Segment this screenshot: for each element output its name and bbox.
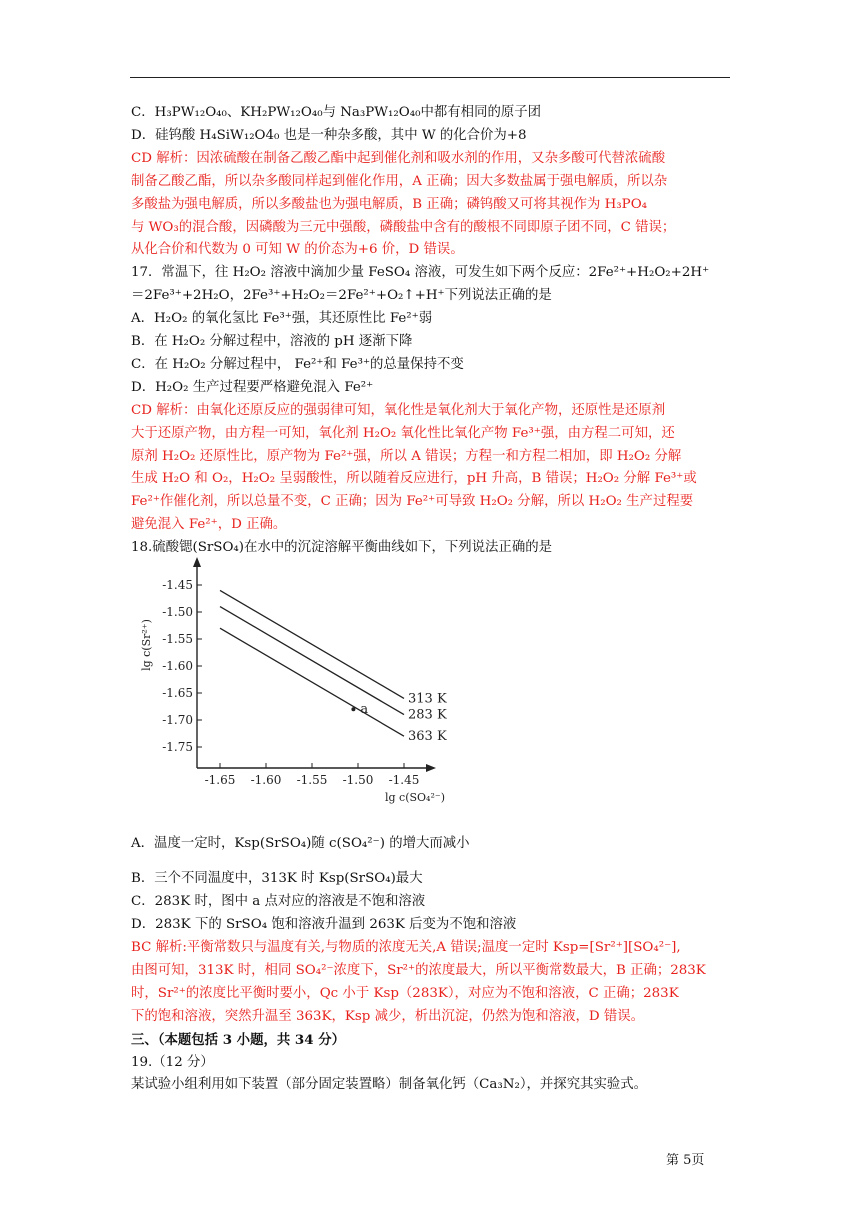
text-line: 下的饱和溶液，突然升温至 363K，Ksp 减少，析出沉淀，仍然为饱和溶液，D 错误。 [131,1009,645,1024]
text-line: 17．常温下，往 H₂O₂ 溶液中滴加少量 FeSO₄ 溶液，可发生如下两个反应：2Fe²⁺+H₂O₂+2H⁺ [131,265,710,281]
text-line: B．在 H₂O₂ 分解过程中，溶液的 pH 逐渐下降 [131,334,413,349]
text-line: 避免混入 Fe²⁺，D 正确。 [131,517,287,533]
text-line: B．三个不同温度中，313K 时 Ksp(SrSO₄)最大 [131,871,423,886]
text-line: BC 解析:平衡常数只与温度有关,与物质的浓度无关,A 错误;温度一定时 Ksp=[Sr²⁺][SO₄²⁻], [131,940,681,955]
text-line: D．283K 下的 SrSO₄ 饱和溶液升温到 263K 后变为不饱和溶液 [131,917,517,932]
series-label: 363 K [408,729,447,745]
text-line: ＝2Fe³⁺+2H₂O，2Fe³⁺+H₂O₂＝2Fe²⁺+O₂↑+H⁺下列说法正确的是 [131,288,552,304]
text-line: Fe²⁺作催化剂，所以总量不变，C 正确；因为 Fe²⁺可导致 H₂O₂ 分解，所以 H₂O₂ 生产过程要 [131,494,694,510]
text-line: CD 解析：因浓硫酸在制备乙酸乙酯中起到催化剂和吸水剂的作用，又杂多酸可代替浓硫酸 [131,150,666,166]
text-line: 原剂 H₂O₂ 还原性比，原产物为 Fe²⁺强，所以 A 错误；方程一和方程二相加，即 H₂O₂ 分解 [131,448,682,464]
series-line [220,607,404,718]
page-number: 第 5页 [666,1153,705,1168]
text-line: 从化合价和代数为 0 可知 W 的价态为+6 价，D 错误。 [131,242,464,258]
y-tick-label: -1.55 [162,632,193,646]
header-rule [130,77,730,78]
text-line: A．温度一定时，Ksp(SrSO₄)随 c(SO₄²⁻) 的增大而减小 [131,836,470,851]
text-line: 由图可知，313K 时，相同 SO₄²⁻浓度下，Sr²⁺的浓度最大，所以平衡常数最大，B 正确；283K [131,963,706,978]
x-axis-arrow [426,764,436,772]
text-line: 时，Sr²⁺的浓度比平衡时要小，Qc 小于 Ksp（283K），对应为不饱和溶液，C 正确；283K [131,986,679,1001]
y-tick-label: -1.75 [162,740,193,754]
text-line: C．在 H₂O₂ 分解过程中， Fe²⁺和 Fe³⁺的总量保持不变 [131,356,464,372]
text-line: 19.（12 分） [131,1055,214,1070]
y-tick-label: -1.50 [162,605,193,619]
point-a [351,707,355,711]
y-tick-label: -1.45 [162,578,193,592]
text-line: D．H₂O₂ 生产过程要严格避免混入 Fe²⁺ [131,379,374,395]
x-tick-label: -1.65 [204,773,236,787]
series-label: 283 K [408,707,447,723]
y-tick-label: -1.65 [162,686,193,700]
series-label: 313 K [408,691,447,707]
x-tick-label: -1.60 [250,773,282,787]
text-line: C．283K 时，图中 a 点对应的溶液是不饱和溶液 [131,894,426,909]
y-tick-label: -1.60 [162,659,193,673]
text-line: 某试验小组利用如下装置（部分固定装置略）制备氧化钙（Ca₃N₂），并探究其实验式。 [131,1077,648,1092]
text-line: 多酸盐为强电解质，所以多酸盐也为强电解质，B 正确；磷钨酸又可将其视作为 H₃PO₄ [131,196,648,212]
text-line: 三、（本题包括 3 小题，共 34 分） [131,1032,345,1048]
y-axis-label: lg c(Sr²⁺) [140,619,153,671]
text-line: D．硅钨酸 H₄SiW₁₂O4₀ 也是一种杂多酸，其中 W 的化合价为+8 [131,127,527,143]
x-tick-label: -1.55 [296,773,328,787]
x-tick-label: -1.45 [388,773,420,787]
text-line: C．H₃PW₁₂O₄₀、KH₂PW₁₂O₄₀与 Na₃PW₁₂O₄₀中都有相同的原子团 [131,105,542,120]
text-line: 大于还原产物，由方程一可知，氧化剂 H₂O₂ 氧化性比氧化产物 Fe³⁺强，由方程二可知，还 [131,425,675,441]
text-line: 18.硫酸锶(SrSO₄)在水中的沉淀溶解平衡曲线如下，下列说法正确的是 [131,540,552,556]
text-line: CD 解析：由氧化还原反应的强弱律可知，氧化性是氧化剂大于氧化产物，还原性是还原剂 [131,402,666,418]
x-axis-label: lg c(SO₄²⁻) [385,791,445,804]
y-axis-arrow [193,557,201,567]
text-line: 与 WO₃的混合酸，因磷酸为三元中强酸，磷酸盐中含有的酸根不同即原子团不同，C 错误； [131,219,676,235]
text-line: 制备乙酸乙酯，所以杂多酸同样起到催化作用，A 正确；因大多数盐属于强电解质，所以杂 [131,173,668,189]
x-tick-label: -1.50 [342,773,374,787]
text-line: 生成 H₂O 和 O₂，H₂O₂ 呈弱酸性，所以随着反应进行，pH 升高，B 错误；H₂O₂ 分解 Fe³⁺或 [131,471,697,487]
text-line: A．H₂O₂ 的氧化氢比 Fe³⁺强，其还原性比 Fe²⁺弱 [131,311,433,327]
solubility-chart [130,555,465,815]
y-tick-label: -1.70 [162,713,193,727]
point-label: a [360,702,369,718]
